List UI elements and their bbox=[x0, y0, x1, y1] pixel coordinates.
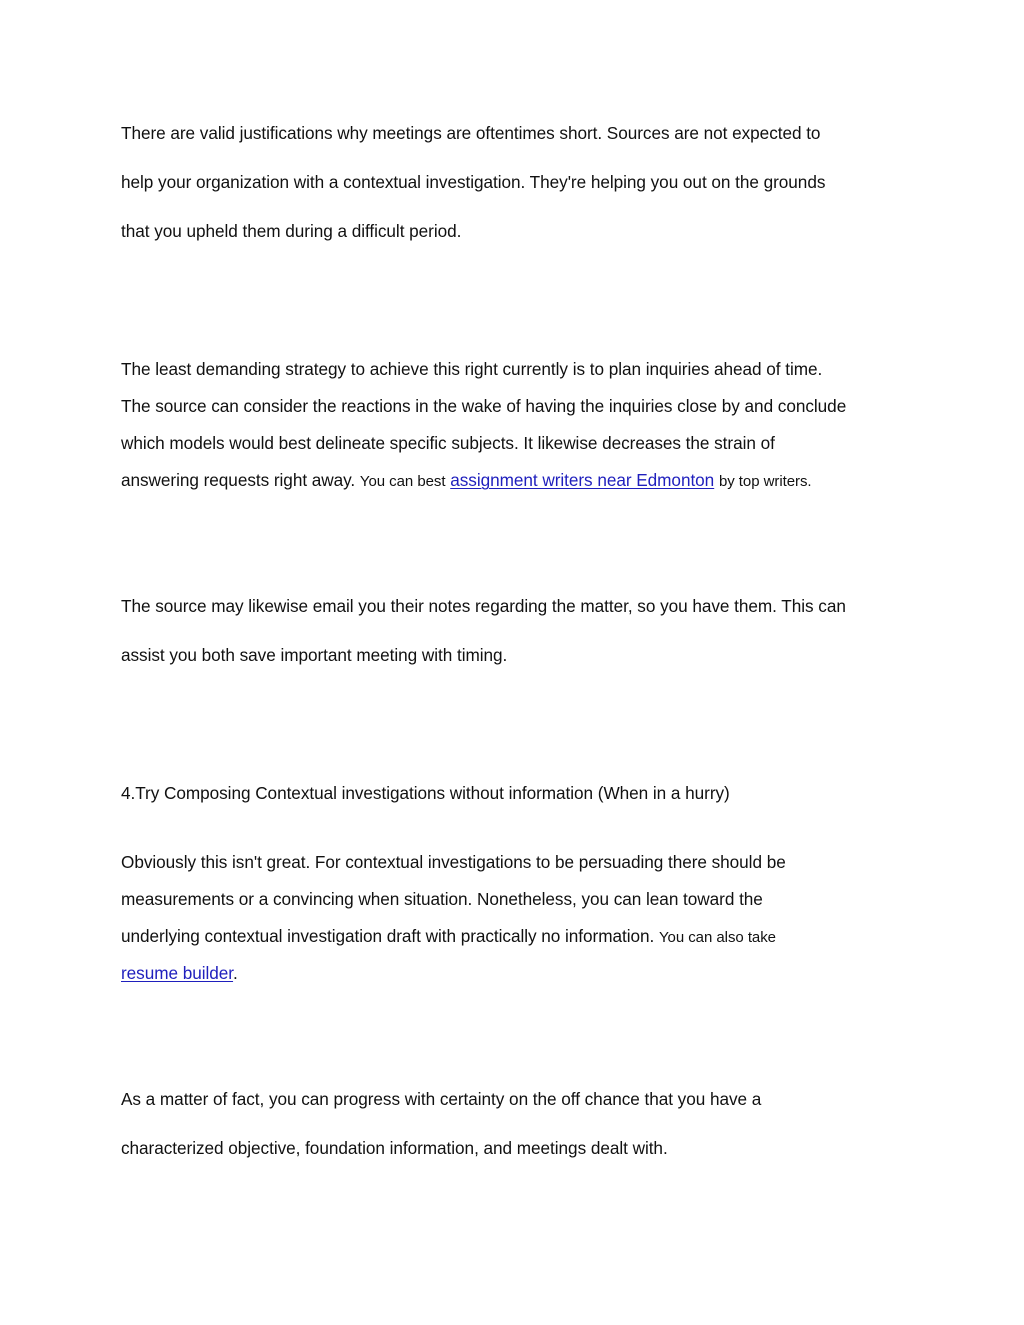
paragraph-3-line-2: assist you both save important meeting with timing. bbox=[121, 645, 508, 665]
paragraph-1-line-2: help your organization with a contextual investigation. They're helping you out on the grounds bbox=[121, 172, 826, 192]
resume-builder-link[interactable]: resume builder bbox=[121, 963, 234, 983]
paragraph-2-line-1: The least demanding strategy to achieve this right currently is to plan inquiries ahead of time. bbox=[121, 359, 823, 379]
paragraph-4-line-4 bbox=[121, 962, 238, 984]
paragraph-2-pre-link: You can best bbox=[359, 473, 446, 490]
paragraph-2-text: answering requests right away. bbox=[121, 470, 356, 490]
paragraph-3-line-1: The source may likewise email you their notes regarding the matter, so you have them. This can bbox=[121, 596, 846, 616]
assignment-writers-link[interactable]: assignment writers near Edmonton bbox=[450, 470, 715, 490]
paragraph-5-line-1: As a matter of fact, you can progress with certainty on the off chance that you have a bbox=[121, 1089, 762, 1109]
paragraph-2-line-3: which models would best delineate specific subjects. It likewise decreases the strain of bbox=[121, 433, 775, 453]
paragraph-4-line-2: measurements or a convincing when situation. Nonetheless, you can lean toward the bbox=[121, 889, 763, 909]
paragraph-2-post-link: by top writers. bbox=[718, 473, 812, 490]
section-heading: 4.Try Composing Contextual investigations without information (When in a hurry) bbox=[121, 783, 730, 803]
paragraph-4-small-text: You can also take bbox=[658, 929, 776, 946]
paragraph-4-text: underlying contextual investigation draft with practically no information. bbox=[121, 926, 655, 946]
paragraph-2-line-2: The source can consider the reactions in the wake of having the inquiries close by and conclude bbox=[121, 396, 847, 416]
paragraph-4-line-1: Obviously this isn't great. For contextual investigations to be persuading there should be bbox=[121, 852, 786, 872]
paragraph-5-line-2: characterized objective, foundation information, and meetings dealt with. bbox=[121, 1138, 668, 1158]
paragraph-4-period: . bbox=[233, 963, 238, 983]
paragraph-4-line-3 bbox=[121, 925, 776, 949]
paragraph-1-line-1: There are valid justifications why meetings are oftentimes short. Sources are not expected to bbox=[121, 123, 821, 143]
paragraph-2-line-4 bbox=[121, 469, 812, 493]
paragraph-1-line-3: that you upheld them during a difficult period. bbox=[121, 221, 462, 241]
